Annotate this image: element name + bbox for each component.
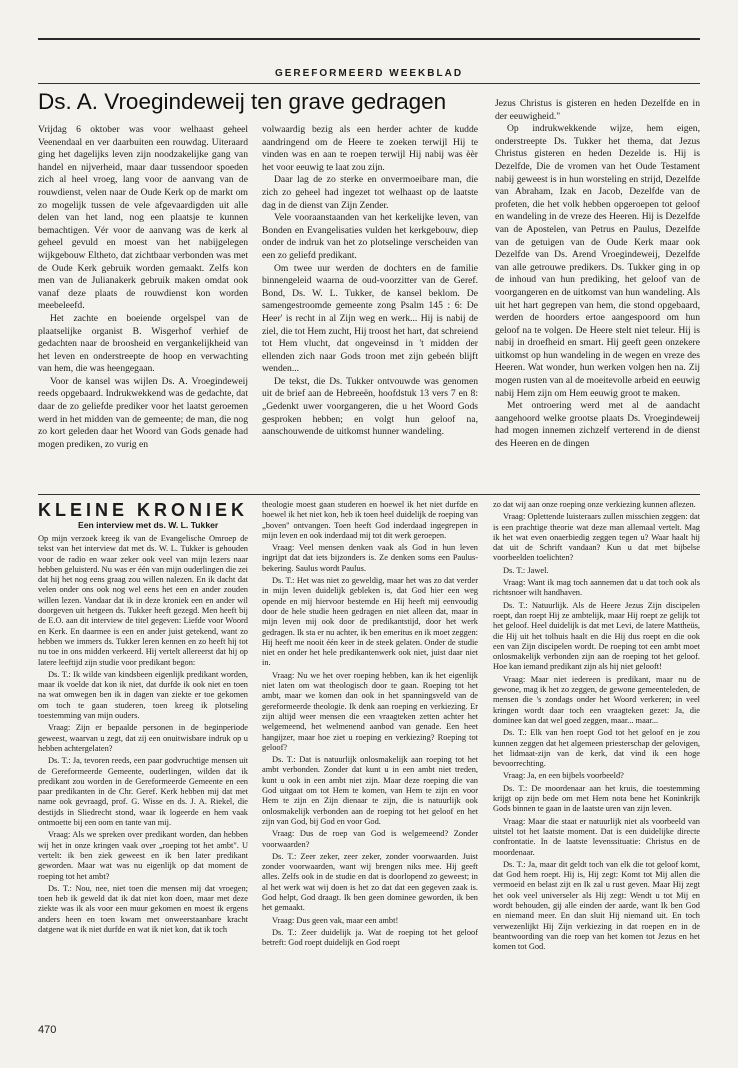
kroniek-subtitle: Een interview met ds. W. L. Tukker	[78, 520, 219, 530]
article-paragraph: Om twee uur werden de dochters en de familie binnengeleid waarna de oud-voorzitter van de Geref. Bond, Ds. W. L. Tukker, de kansel beklom. De samengestroomde gemeente zong Psalm 145 : 6: De Heer' is recht in al Zijn weg en werk... Hij is nabij de ziel, die tot Hem zucht, Hij troost het hart, dat schreiend tot Hem vlucht, dat ongeveinsd in 't midden der ellenden zich naar Gods troon met zijn gebeén blijft wenden...	[262, 262, 478, 375]
kroniek-paragraph: Ds. T.: Zeer duidelijk ja. Wat de roeping tot het geloof betreft: God roept duidelijk en God roept	[262, 927, 478, 948]
kroniek-paragraph: Vraag: Oplettende luisteraars zullen misschien zeggen: dat is een prachtige theorie wat deze man allemaal vertelt. Mag ik het wat even onaerbiedig zeggen tegen u? Waar haalt hij dat uit de Schrift vandaan? Kun u dat met bijbelse voorbeelden toelichten?	[493, 512, 700, 563]
kroniek-paragraph: Ds. T.: Nou, nee, niet toen die mensen mij dat vroegen; toen heb ik geweld dat ik dat niet kon doen, maar met deze ziekte was ik als voor een muur gekomen en moest ik ergens anders heen en toen kwam met onweerstaanbare kracht datgene wat ik niet durfde en wat ik niet kon, dat ik toch	[38, 883, 248, 934]
kroniek-paragraph: theologie moest gaan studeren en hoewel ik het niet durfde en hoewel ik het niet kon, heb ik toen heel duidelijk de roeping van „boven" ontvangen. Toen heeft God inderdaad ingegrepen in mijn leven en ook inderdaad mij tot dit werk geroepen.	[262, 500, 478, 540]
page-number: 470	[38, 1024, 57, 1036]
kroniek-column-2	[262, 500, 478, 1046]
kroniek-paragraph: Vraag: Als we spreken over predikant worden, dan hebben wij het in onze kringen vaak over „roeping tot het ambt". U vertelt: ik ben ziek geweest en ik ben later predikant geworden. Maar wat was nu eigenlijk op dat moment de roeping tot het ambt?	[38, 830, 248, 881]
kroniek-paragraph: Ds. T.: Jawel.	[503, 565, 549, 575]
kroniek-paragraph: Vraag: Maar die staat er natuurlijk niet als voorbeeld van uitstel tot het laatste moment. Dat is een duidelijke directe confrontatie. In de laatste levenssituatie: Christus en de moordenaar.	[493, 816, 700, 857]
article-column-1	[38, 124, 248, 490]
kroniek-paragraph: Ds. T.: De moordenaar aan het kruis, die toestemming krijgt op zijn bede om met Hem nota bene het Koninkrijk Gods binnen te gaan in de laatste uren van zijn leven.	[493, 783, 700, 814]
kroniek-paragraph: Vraag: Veel mensen denken vaak als God in hun leven ingrijpt dat dat iets bijzonders is. Ze denken soms een Paulus-bekering. Saulus wordt Paulus.	[262, 543, 478, 573]
article-paragraph: De tekst, die Ds. Tukker ontvouwde was genomen uit de brief aan de Hebreeën, hoofdstuk 13 vers 7 en 8: „Gedenkt uwer voorgangeren, die u het Woord Gods gesproken hebben; en volgt hun geloof na, aanschouwende de uitkomst hunner wandeling.	[262, 375, 478, 438]
article-paragraph: Daar lag de zo sterke en onvermoeibare man, die zich zo geheel had ingezet tot welhaast op de laatste dag in de dienst van Zijn Zender.	[262, 174, 478, 211]
article-paragraph: Vele vooraanstaanden van het kerkelijke leven, van Bonden en Evangelisaties vulden het kerkgebouw, diep onder de indruk van het zo plotselinge verscheiden van een zo geliefd predikant.	[262, 212, 478, 261]
kroniek-paragraph: Ds. T.: Dat is natuurlijk onlosmakelijk aan roeping tot het ambt verbonden. Zonder dat kunt u in een ambt niet treden, kunt u ook in een ambt niet zijn. Maar deze roeping die van God uitgaat om tot Hem te komen, van Hem te zijn en voor Hem te zijn en Zijn dienaar te zijn, die is natuurlijk ook onlosmakelijk verbonden aan de roeping tot het geloof en het zijn van God, bij God en voor God.	[262, 755, 478, 826]
article-paragraph: Met ontroering werd met al de aandacht aangehoord welke grootse plaats Ds. Vroegindeweij had mogen innemen zichzelf verterend in de dienst des Heeren en de dingen	[495, 400, 700, 450]
kroniek-column-3	[493, 500, 700, 1046]
kroniek-heading: KLEINE KRONIEK	[38, 500, 249, 520]
article-title: Ds. A. Vroegindeweij ten grave gedragen	[38, 89, 447, 114]
kroniek-paragraph: Ds. T.: Zeer zeker, zeer zeker, zonder voorwaarden. Juist zonder voorwaarden, want wij brengen niks mee. Hij geeft alles. Zelfs ook in de studie en dat is doorlopend zo geweest; in al het werk wat wij doen is het zo dat dat een gegeven zaak is. God helpt, God draagt. Ik ben geen dominee geworden, ik ben het gemaakt.	[262, 851, 478, 913]
kroniek-paragraph: Ds. T.: Ik wilde van kindsbeen eigenlijk predikant worden, maar ik voelde dat kon ik niet, dat durfde ik ook niet en toen na wat omwegen ben ik in dagen van ziekte er toe gekomen om toch te gaan studeren, toen kreeg ik plotseling toestemming van mijn ouders.	[38, 669, 248, 721]
publication-header: GEREFORMEERD WEEKBLAD	[274, 68, 464, 79]
kroniek-column-1	[38, 534, 248, 1018]
kroniek-paragraph: Vraag: Dus de roep van God is welgemeend? Zonder voorwaarden?	[262, 829, 478, 849]
kroniek-paragraph: Ds. T.: Elk van hen roept God tot het geloof en je zou kunnen zeggen dat het algemeen priesterschap der gelovigen, het lidmaat-zijn van de kerk, dat vind ik een hoge bevoorrechting.	[493, 728, 700, 769]
kroniek-paragraph: Ds. T.: Natuurlijk. Als de Heere Jezus Zijn discipelen roept, dan roept Hij ze ambtelijk, maar Hij roept ze gelijk tot het geloof. Heel duidelijk is dat met Levi, de latere Mattheüs, die Hij uit het tolhuis haalt en die Hij dus roept en die ook een van Zijn discipelen wordt. De roeping tot een ambt moet onlosmakelijk verbonden zijn aan de roeping tot het geloof. Hoe kan iemand predikant zijn als hij niet gelooft!	[493, 600, 700, 672]
kroniek-paragraph: Ds. T.: Het was niet zo geweldig, maar het was zo dat verder in mijn leven duidelijk gebleken is, dat God hier een weg opende en mij hiervoor bestemde en Hij heeft mij eenvoudig door de hele studie heen gedragen en niet alleen dat, maar in mijn leven mij ook door de predikantstijd, door het werk gedragen. Ik sta er nu achter, ik ben emeritus en ik moet zeggen: Hij heeft me nooit één keer in de steek gelaten. Onder de studie niet en onder het hele predikantenwerk ook niet, juist daar niet in.	[262, 576, 478, 668]
kroniek-paragraph: Vraag: Maar niet iedereen is predikant, maar nu de gewone, mag ik het zo zeggen, de gewone gemeenteleden, de mensen die 's zondags onder het Woord verkeren; in veel kringen wordt daar toch een vraagteken gezet: Ja, die dominee kan dat wel goed zeggen, maar... maar...	[493, 674, 700, 725]
header-rule	[38, 83, 700, 84]
kroniek-paragraph: Op mijn verzoek kreeg ik van de Evangelische Omroep de tekst van het interview dat met ds. W. L. Tukker is gehouden voor de radio en waar zeker ook veel van mijn lezers naar hebben geluisterd. Nu was er één van mijn ouderlingen die zei dat hij het nog eens graag zou willen nalezen. En ik dacht dat velen onder ons ook nog wel eens het een en ander zouden willen lezen. Vandaar dat ik in deze kroniek een en ander wil doorgeven uit hetgeen ds. Tukker heeft gezegd. Men heeft bij de E.O. aan dit interview de titel gegeven: Liefde voor Woord en Kerk. En daarmee is een en ander juist getekend, want zo hebben we immers ds. Tukker leren kennen en zo heeft hij tot nu toe in ons midden verkeerd. Hij vertelt allereerst dat hij op latere leeftijd zijn studie voor predikant begon:	[38, 534, 248, 667]
article-paragraph: Op indrukwekkende wijze, hem eigen, onderstreepte Ds. Tukker het thema, dat Jezus Christus gisteren en heden Dezelde is. Hij is Dezelfde, Die de vromen van het Oude Testament nabij geweest is in hun worsteling en strijd, Dezelfde van Abraham, Izak en Jacob, Dezelfde van de profeten, die het volk hebben opgeroepen tot geloof en wandeling in de vreze des Heeren. Hij is Dezelfde van de Apostelen, van Petrus en Paulus, Dezelfde van de getuigen van de Oude Kerk maar ook Dezelfde van Ds. Arend Vroegindeweij, Dezelfde van alle getrouwe predikers. Ds. Tukker ging in op de inhoud van hun prediking, het geloof van de voorgangeren en de uitkomst van hun wandeling. Als uit het hart gegrepen van hem, die stond opgebaard, werden de hoorders ertoe aangespoord om hun geloof na te volgen. De Heere stelt niet teleur. Hij is nabij in droefheid en smart. Hij geeft geen onzekere uitkomst op hun wandeling in de wegen en vreze des Heeren. Wat wonder, hun werken volgen hen na. Zij mogen rusten van al de moeitevolle arbeid en eeuwig nabij Hem zijn om Hem eeuwig groot te maken.	[495, 123, 700, 399]
kroniek-paragraph: Vraag: Nu we het over roeping hebben, kan ik het eigenlijk niet laten om wat theologisch door te gaan. Roeping tot het ambt, maar we komen dan ook in het spanningsveld van de gereformeerde theologie. Ik denk aan roeping en verkiezing. Er zijn altijd weer mensen die een vraagteken zetten achter het welgemeend, het welmenend aanbod van genade. Een heet hangijzer, maar hoe ziet u roeping en verkiezing? Roeping tot geloof?	[262, 670, 478, 752]
kroniek-paragraph: Vraag: Zijn er bepaalde personen in de beginperiode geweest, waarvan u zegt, dat zij een onuitwisbare indruk op u hebben achtergelaten?	[38, 723, 248, 753]
article-paragraph: Het zachte en boeiende orgelspel van de plaatselijke organist B. Wisgerhof verhief de gedachten naar de broosheid en vergankelijkheid van het leven en onderstreepte de hoop en verwachting van hem, die was heengegaan.	[38, 312, 248, 375]
article-paragraph: Vrijdag 6 oktober was voor welhaast geheel Veenendaal en ver daarbuiten een rouwdag. Uiteraard ging het dagelijks leven zijn noodzakelijke gang van handel en nijverheid, maar daar tussendoor spoeden zich al heel vroeg, lang voor de aanvang van de rouwdienst, velen naar de Oude Kerk op de markt om zo mogelijk tussen de vele afgevaardigden uit alle delen van het land, nog een plaatsje te kunnen bemachtigen. Vér voor de aanvang was de kerk al geheel gevuld en moest van het nabijgelegen wijkgebouw Eltheto, dat zichtbaar verbonden was met de Oude Kerk gebruik worden gemaakt. Zelfs kon men van de Julianakerk gebruik maken omdat ook vanaf deze plaats de rouwdienst kon worden meebeleefd.	[38, 124, 248, 312]
article-paragraph: volwaardig bezig als een herder achter de kudde aandringend om de Heere te zoeken terwijl Hij te vinden was en aan te roepen terwijl Hij nabij was èèr het voor eeuwig te laat zou zijn.	[262, 124, 478, 173]
kroniek-paragraph: Vraag: Ja, en een bijbels voorbeeld?	[503, 771, 624, 781]
article-paragraph: Voor de kansel was wijlen Ds. A. Vroegindeweij reeds opgebaard. Indrukwekkend was de gedachte, dat daar de zo geliefde prediker voor het laatst geroemen werd in het midden van de gemeente; de man, die nog zo kort geleden daar het Woord van Gods genade had mogen prediken, zo vurig en	[38, 375, 248, 450]
article-paragraph: Jezus Christus is gisteren en heden Dezelfde en in der eeuwigheid."	[495, 98, 700, 122]
top-border	[38, 38, 700, 40]
article-column-2	[262, 124, 478, 490]
kroniek-paragraph: Ds. T.: Ja, maar dit geldt toch van elk die tot geloof komt, dat God hem roept. Hij is, Hij zegt: Komt tot Mij allen die vermoeid en belast zijt en Ik zal u rust geven. Maar Hij zegt het ook veel universeler als Hij zegt: Wendt u tot Mij en wordt behouden, gij alle einden der aarde, want Ik ben God en niemand meer. En dan sluit Hij niemand uit. En toch verwezenlijkt Hij Zijn verkiezing in dat roepen en in de beantwoording van die roep van het komen tot Jezus en het komen tot God.	[493, 859, 700, 952]
kroniek-paragraph: zo dat wij aan onze roeping onze verkiezing kunnen aflezen.	[493, 500, 696, 509]
kroniek-paragraph: Vraag: Dus geen vak, maar een ambt!	[272, 915, 399, 925]
article-column-3	[495, 98, 700, 490]
section-divider	[38, 494, 700, 495]
kroniek-paragraph: Vraag: Want ik mag toch aannemen dat u dat toch ook als richtsnoer wilt handhaven.	[493, 578, 700, 598]
kroniek-paragraph: Ds. T.: Ja, tevoren reeds, een paar godvruchtige mensen uit de Gereformeerde Gemeente, ouderlingen, wilden dat ik predikant zou worden in de Gereformeerde Gemeente en een paar predikanten in de Chr. Geref. Kerk hebben mij dat met name ook gevraagd, prof. G. Wisse en ds. J. A. Riekel, die destijds in Sliedrecht stond, waar ik logeerde en hem vaak ontmoette bij een oom en tante van mij.	[38, 756, 248, 828]
